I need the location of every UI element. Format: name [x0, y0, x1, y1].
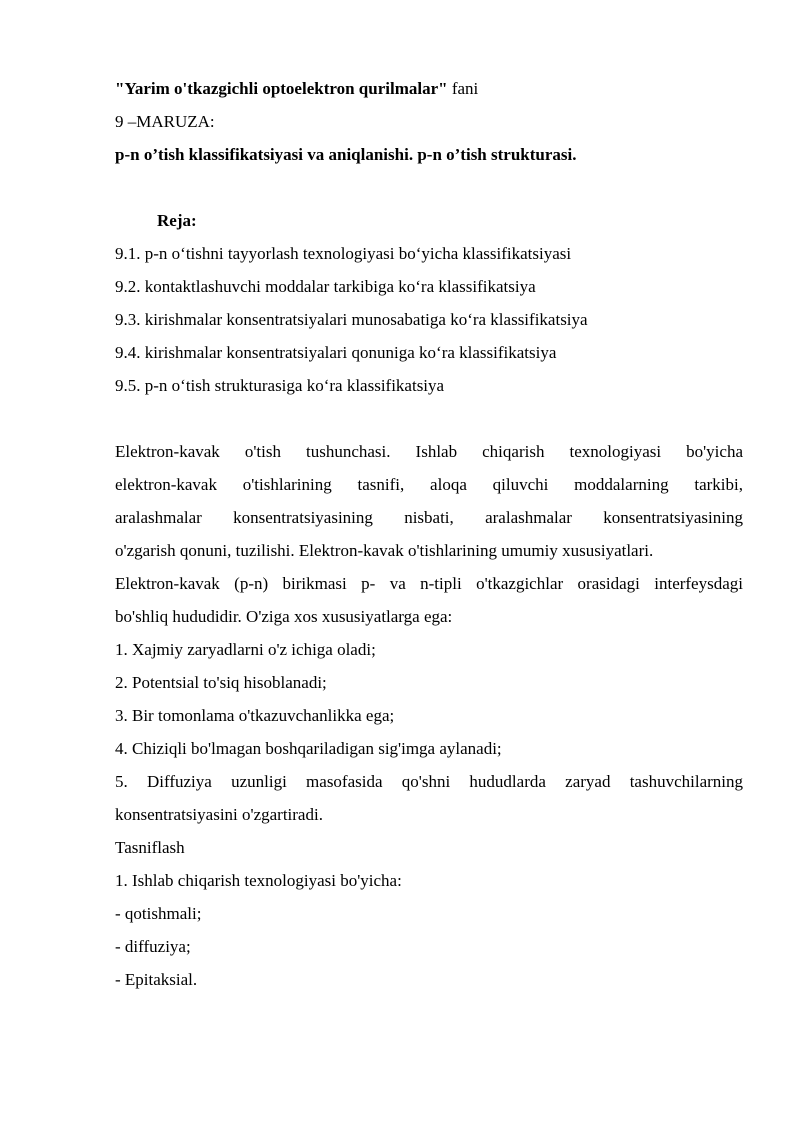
- course-suffix: fani: [447, 79, 479, 98]
- property-item: 2. Potentsial to'siq hisoblanadi;: [115, 673, 327, 692]
- plan-item: 9.4. kirishmalar konsentratsiyalari qonuniga ko‘ra klassifikatsiya: [115, 343, 557, 362]
- classification-heading: Tasniflash: [115, 838, 185, 857]
- method-item: - Epitaksial.: [115, 970, 198, 989]
- paragraph-line: elektron-kavak o'tishlarining tasnifi, aloqa qiluvchi moddalarning tarkibi,: [115, 475, 743, 494]
- property-item: 1. Xajmiy zaryadlarni o'z ichiga oladi;: [115, 640, 376, 659]
- method-item: - diffuziya;: [115, 937, 191, 956]
- plan-item: 9.5. p-n o‘tish strukturasiga ko‘ra klassifikatsiya: [115, 376, 445, 395]
- paragraph-line: Elektron-kavak (p-n) birikmasi p- va n-tipli o'tkazgichlar orasidagi interfeysdagi: [115, 574, 743, 593]
- method-item: - qotishmali;: [115, 904, 202, 923]
- property-item-continued: konsentratsiyasini o'zgartiradi.: [115, 805, 323, 824]
- lecture-title: p-n o’tish klassifikatsiyasi va aniqlanishi. p-n o’tish strukturasi.: [115, 145, 577, 164]
- classification-item: 1. Ishlab chiqarish texnologiyasi bo'yicha:: [115, 871, 402, 890]
- document-page: [115, 72, 743, 996]
- paragraph-line: aralashmalar konsentratsiyasining nisbati, aralashmalar konsentratsiyasining: [115, 508, 743, 527]
- paragraph-line: o'zgarish qonuni, tuzilishi. Elektron-kavak o'tishlarining umumiy xususiyatlari.: [115, 541, 654, 560]
- spacer: [115, 171, 743, 204]
- paragraph-line: bo'shliq hududidir. O'ziga xos xususiyatlarga ega:: [115, 607, 453, 626]
- course-title: "Yarim o'tkazgichli optoelektron qurilmalar": [115, 79, 448, 98]
- property-item: 4. Chiziqli bo'lmagan boshqariladigan sig'imga aylanadi;: [115, 739, 502, 758]
- lecture-number: 9 –MARUZA:: [115, 112, 215, 131]
- property-item: 3. Bir tomonlama o'tkazuvchanlikka ega;: [115, 706, 395, 725]
- plan-item: 9.3. kirishmalar konsentratsiyalari munosabatiga ko‘ra klassifikatsiya: [115, 310, 588, 329]
- plan-item: 9.1. p-n o‘tishni tayyorlash texnologiyasi bo‘yicha klassifikatsiyasi: [115, 244, 572, 263]
- property-item: 5. Diffuziya uzunligi masofasida qo'shni hududlarda zaryad tashuvchilarning: [115, 772, 743, 791]
- paragraph-line: Elektron-kavak o'tish tushunchasi. Ishlab chiqarish texnologiyasi bo'yicha: [115, 442, 743, 461]
- course-title-line: [115, 72, 743, 105]
- plan-heading: Reja:: [157, 211, 197, 230]
- spacer: [115, 402, 743, 435]
- plan-item: 9.2. kontaktlashuvchi moddalar tarkibiga ko‘ra klassifikatsiya: [115, 277, 536, 296]
